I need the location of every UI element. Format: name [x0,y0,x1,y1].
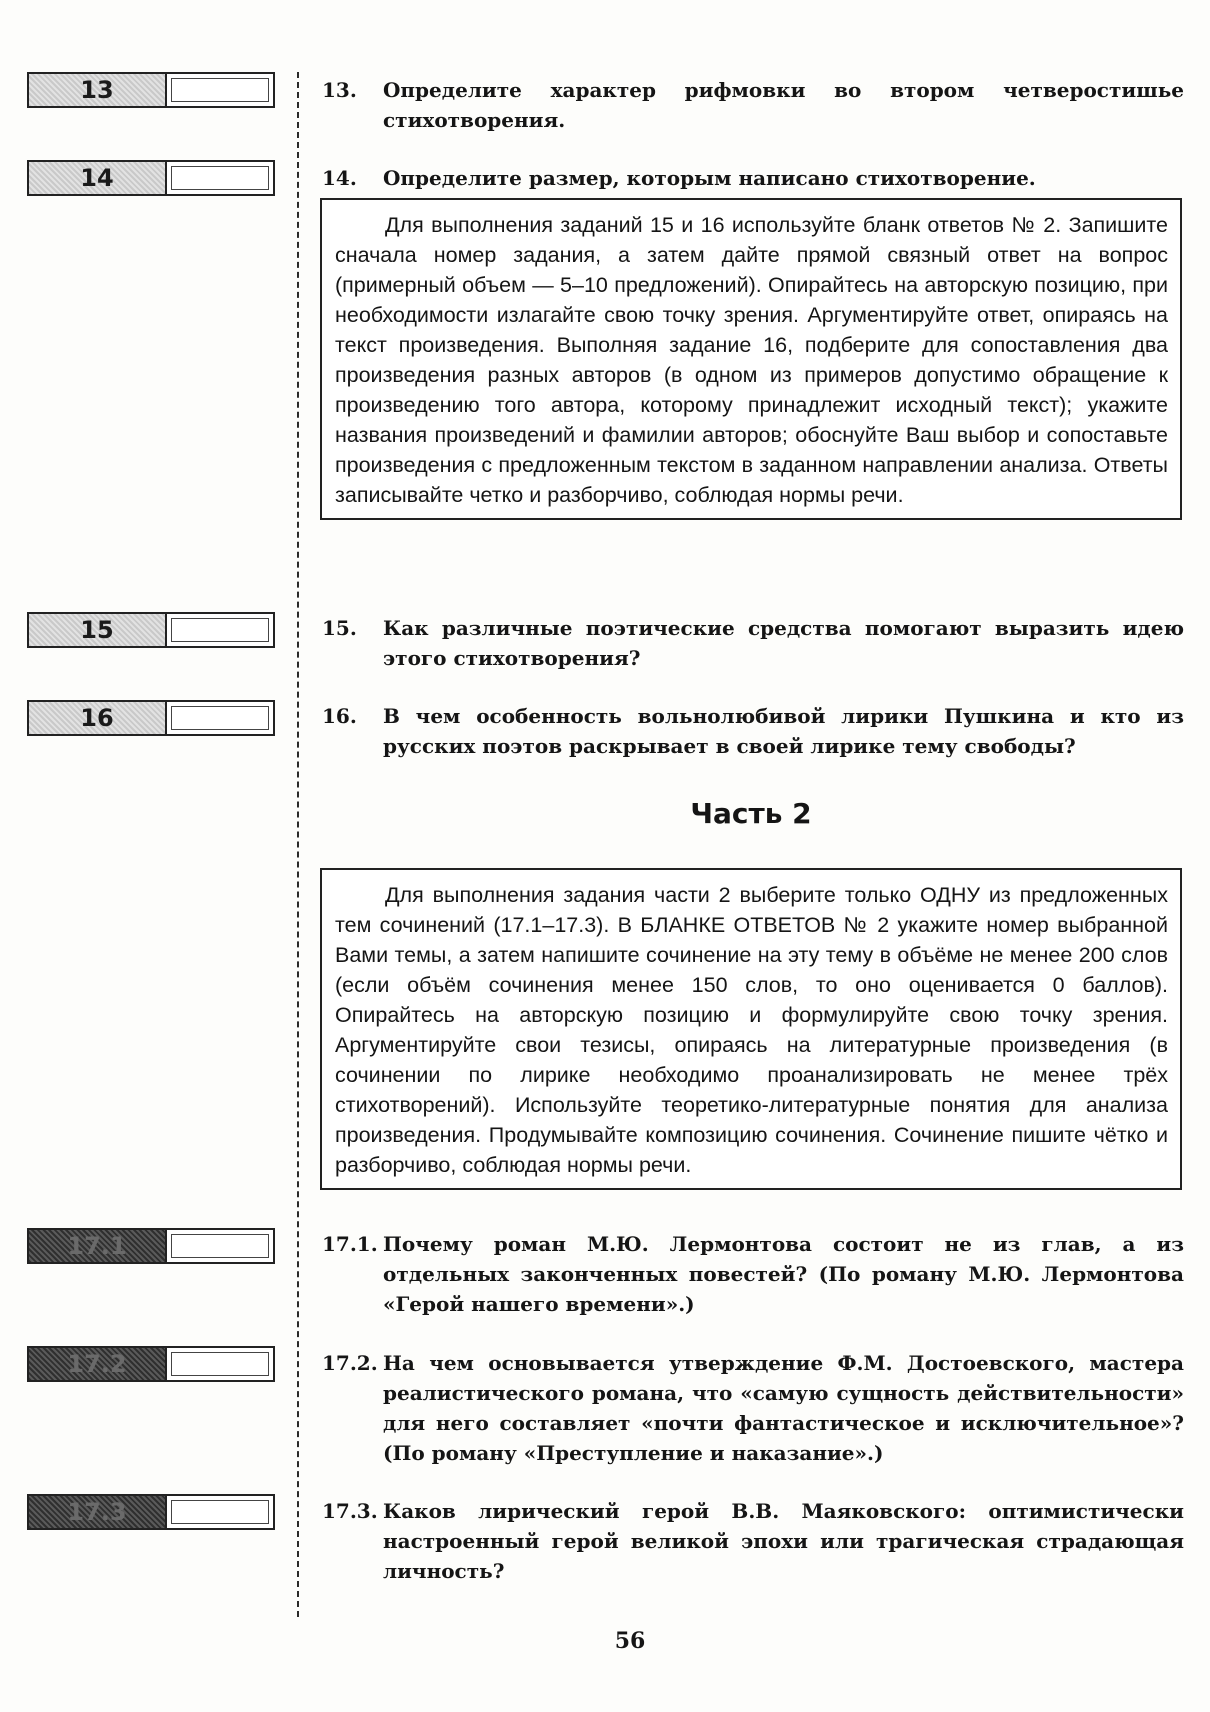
task-number: 13. [322,78,357,102]
answer-field-15[interactable] [171,618,269,642]
task-text: Почему роман М.Ю. Лермонтова состоит не из глав, а из отдельных законченных повестей? (По роману М.Ю. Лермонтова «Герой нашего времени».) [383,1232,1184,1316]
answer-box-17-1 [27,1228,275,1264]
answer-box-15 [27,612,275,648]
task-number: 17.3. [322,1499,378,1523]
task-14 [322,163,1184,193]
task-text: Определите размер, которым написано стихотворение. [383,166,1036,190]
part-title: Часть 2 [690,797,812,830]
task-text: В чем особенность вольнолюбивой лирики Пушкина и кто из русских поэтов раскрывает в своей лирике тему свободы? [383,704,1184,758]
task-16 [322,701,1184,761]
answer-field-17-3[interactable] [171,1500,269,1524]
answer-box-17-3 [27,1494,275,1530]
instruction-text: Для выполнения задания части 2 выберите только ОДНУ из предложенных тем сочинений (17.1–17.3). В БЛАНКЕ ОТВЕТОВ № 2 укажите номер выбранной Вами темы, а затем напишите сочинение на эту тему в объёме не менее 200 слов (если объём сочинения менее 150 слов, то оно оценивается 0 баллов). Опирайтесь на авторскую позицию и формулируйте свою точку зрения. Аргументируйте свои тезисы, опираясь на литературные произведения (в сочинении по лирике необходимо проанализировать не менее трёх стихотворений). Используйте теоретико-литературные понятия для анализа произведения. Продумывайте композицию сочинения. Сочинение пишите чётко и разборчиво, соблюдая нормы речи. [335,883,1168,1177]
answer-box-16 [27,700,275,736]
answer-box-label: 13 [29,74,167,106]
answer-box-label: 17.3 [29,1496,167,1528]
answer-field-16[interactable] [171,706,269,730]
answer-box-label: 17.2 [29,1348,167,1380]
task-number: 17.1. [322,1232,378,1256]
instruction-box-part2 [320,868,1182,1190]
answer-box-14 [27,160,275,196]
answer-box-label: 14 [29,162,167,194]
task-number: 15. [322,616,357,640]
answer-box-label: 16 [29,702,167,734]
task-17-3 [322,1496,1184,1586]
task-number: 16. [322,704,357,728]
answer-box-13 [27,72,275,108]
task-text: На чем основывается утверждение Ф.М. Достоевского, мастера реалистического романа, что «самую сущность действительности» для него составляет «почти фантастическое и исключительное»? (По роману «Преступление и наказание».) [383,1351,1184,1465]
instruction-box-part1 [320,198,1182,520]
answer-field-17-2[interactable] [171,1352,269,1376]
task-number: 17.2. [322,1351,378,1375]
task-17-2 [322,1348,1184,1468]
cut-line [297,72,299,1617]
instruction-text: Для выполнения заданий 15 и 16 используйте бланк ответов № 2. Запишите сначала номер задания, а затем дайте прямой связный ответ на вопрос (примерный объем — 5–10 предложений). Опирайтесь на авторскую позицию, при необходимости излагайте свою точку зрения. Аргументируйте ответ, опираясь на текст произведения. Выполняя задание 16, подберите для сопоставления два произведения разных авторов (в одном из примеров допустимо обращение к произведению того автора, которому принадлежит исходный текст); укажите названия произведений и фамилии авторов; обоснуйте Ваш выбор и сопоставьте произведения с предложенным текстом в заданном направлении анализа. Ответы записывайте четко и разборчиво, соблюдая нормы речи. [335,213,1168,507]
answer-box-label: 15 [29,614,167,646]
task-text: Как различные поэтические средства помогают выразить идею этого стихотворения? [383,616,1184,670]
answer-field-17-1[interactable] [171,1234,269,1258]
page-number: 56 [614,1628,646,1654]
task-text: Определите характер рифмовки во втором четверостишье стихотворения. [383,78,1184,132]
task-number: 14. [322,166,357,190]
task-15 [322,613,1184,673]
answer-field-14[interactable] [171,166,269,190]
task-13 [322,75,1184,135]
answer-box-17-2 [27,1346,275,1382]
answer-field-13[interactable] [171,78,269,102]
task-17-1 [322,1229,1184,1319]
task-text: Каков лирический герой В.В. Маяковского: оптимистически настроенный герой великой эпохи или трагическая страдающая личность? [383,1499,1184,1583]
answer-box-label: 17.1 [29,1230,167,1262]
